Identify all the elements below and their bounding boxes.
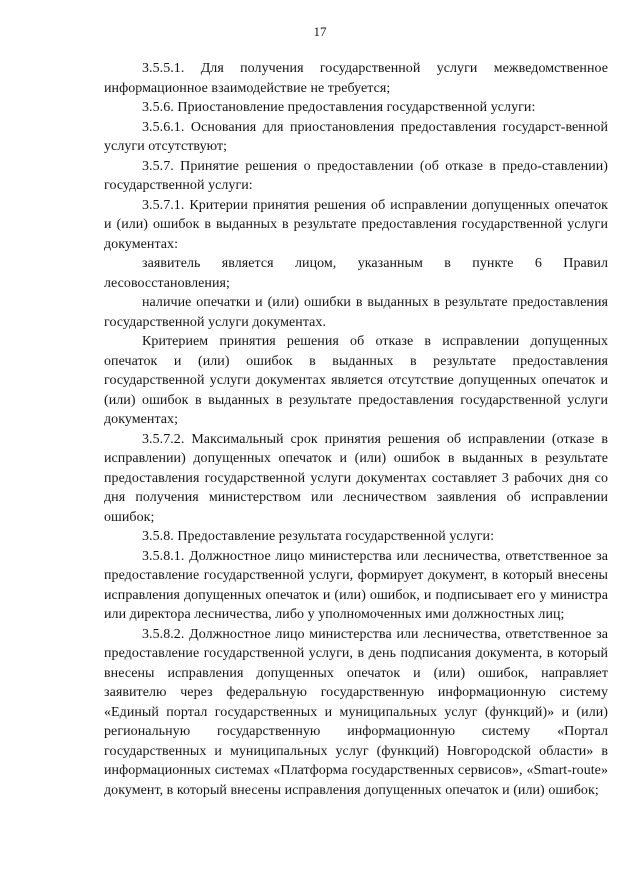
paragraph-3-5-8-2: 3.5.8.2. Должностное лицо министерства или лесничества, ответственное за предоставление государственной услуги, в день подписания документа, в который внесены исправления допущенных опечаток и (или) ошибок, направляет заявителю через федеральную государственную информационную систему «Единый портал государственных и муниципальных услуг (функций)» и (или) региональную государственную информационную систему «Портал государственных и муниципальных услуг (функций) Новгородской области» в информационных системах «Платформа государственных сервисов», «Smart-route» документ, в который внесены исправления допущенных опечаток и (или) ошибок; <box>104 626 608 798</box>
refusal-criterion: Критерием принятия решения об отказе в исправлении допущенных опечаток и (или) ошибок в выданных в результате предоставления государственной услуги документах является отсутствие допущенных опечаток и (или) ошибок в выданных в результате предоставления государственной услуги документах; <box>104 334 608 427</box>
paragraph-3-5-8: 3.5.8. Предоставление результата государственной услуги: <box>142 529 495 544</box>
criterion-error-present: наличие опечатки и (или) ошибки в выданных в результате предоставления государственной услуги документах. <box>104 295 608 330</box>
paragraph-3-5-7-2: 3.5.7.2. Максимальный срок принятия решения об исправлении (отказе в исправлении) допущенных опечаток и (или) ошибок в выданных в результате предоставления государственной услуги документах составляет 3 рабочих дня со дня получения министерством или лесничеством заявления об исправлении ошибок; <box>104 431 608 525</box>
paragraph-3-5-8-1: 3.5.8.1. Должностное лицо министерства или лесничества, ответственное за предоставление государственной услуги, формирует документ, в который внесены исправления допущенных опечаток и (или) ошибок, и подписывает его у министра или директора лесничества, либо у уполномоченных ими должностных лиц; <box>104 548 608 622</box>
paragraph-3-5-6: 3.5.6. Приостановление предоставления государственной услуги: <box>142 100 536 115</box>
body-text <box>104 59 608 800</box>
paragraph-3-5-5-1: 3.5.5.1. Для получения государственной услуги межведомственное информационное взаимодействие не требуется; <box>104 61 608 96</box>
paragraph-3-5-6-1: 3.5.6.1. Основания для приостановления предоставления государст-венной услуги отсутствуют; <box>104 119 608 154</box>
paragraph-3-5-7-1: 3.5.7.1. Критерии принятия решения об исправлении допущенных опечаток и (или) ошибок в выданных в результате предоставления государственной услуги документах: <box>104 197 608 252</box>
paragraph-3-5-7: 3.5.7. Принятие решения о предоставлении (об отказе в предо-ставлении) государственной услуги: <box>104 158 608 193</box>
criterion-applicant: заявитель является лицом, указанным в пункте 6 Правил лесовосстановления; <box>104 256 608 291</box>
page-number: 17 <box>313 24 327 39</box>
